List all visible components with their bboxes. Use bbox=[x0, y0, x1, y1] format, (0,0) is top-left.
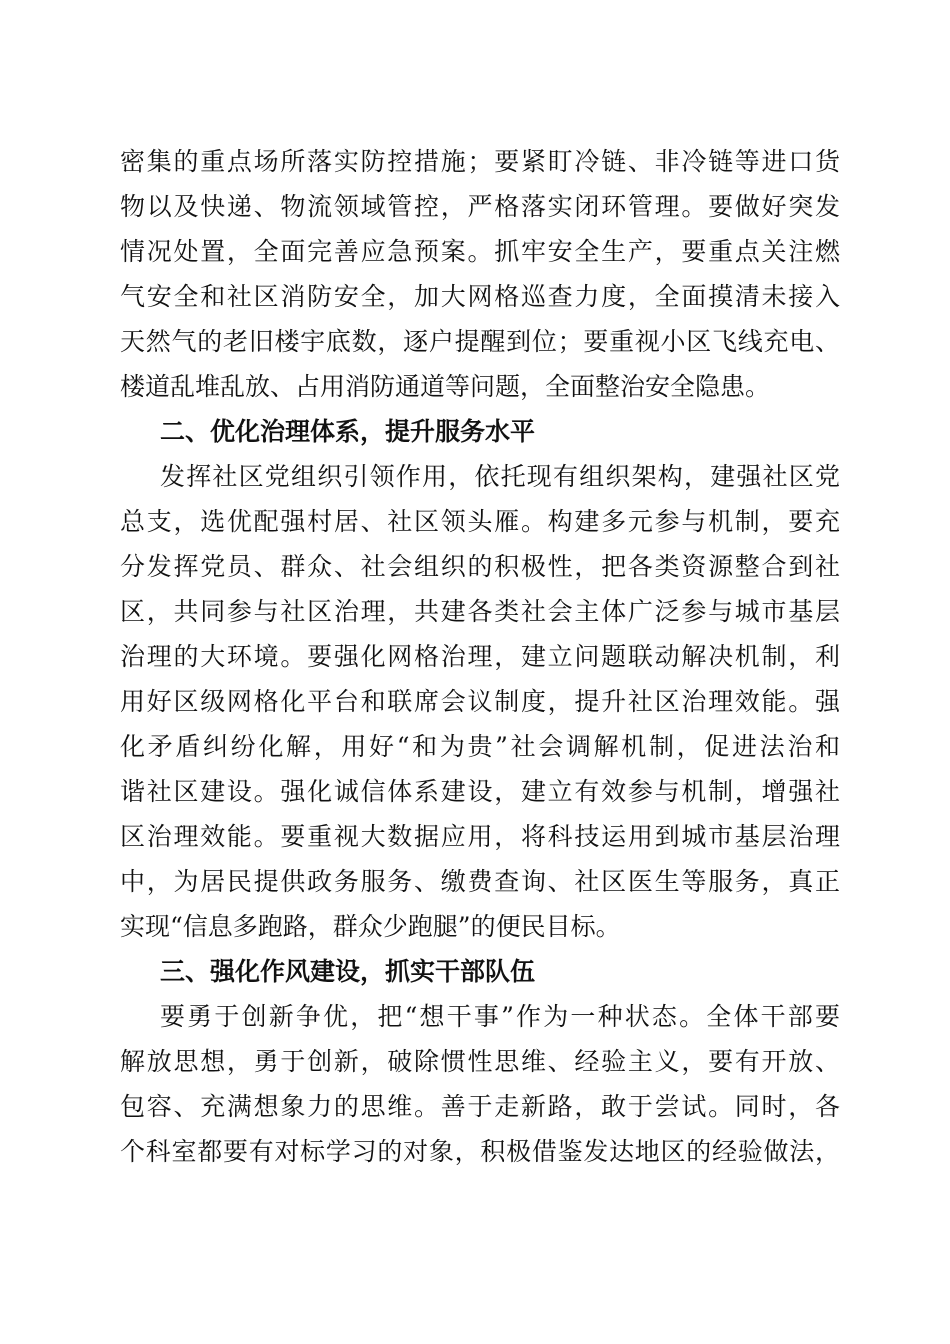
body-text-line: 物以及快递、物流领域管控，严格落实闭环管理。要做好突发 bbox=[120, 192, 840, 221]
body-text-line: 区，共同参与社区治理，共建各类社会主体广泛参与城市基层 bbox=[120, 597, 840, 626]
body-text-line: 天然气的老旧楼宇底数，逐户提醒到位；要重视小区飞线充电、 bbox=[120, 327, 840, 356]
body-text-line: 个科室都要有对标学习的对象，积极借鉴发达地区的经验做法， bbox=[120, 1137, 840, 1166]
body-text-line: 用好区级网格化平台和联席会议制度，提升社区治理效能。强 bbox=[120, 687, 840, 716]
body-text-line: 包容、充满想象力的思维。善于走新路，敢于尝试。同时，各 bbox=[120, 1092, 840, 1121]
paragraph-first-line: 要勇于创新争优，把“想干事”作为一种状态。全体干部要 bbox=[160, 1002, 840, 1031]
section-heading-2: 二、优化治理体系，提升服务水平 bbox=[160, 417, 536, 446]
body-text-line: 气安全和社区消防安全，加大网格巡查力度，全面摸清未接入 bbox=[120, 282, 840, 311]
body-text-line: 情况处置，全面完善应急预案。抓牢安全生产，要重点关注燃 bbox=[120, 237, 840, 266]
body-text-line: 总支，选优配强村居、社区领头雁。构建多元参与机制，要充 bbox=[120, 507, 840, 536]
body-text-line: 实现“信息多跑路，群众少跑腿”的便民目标。 bbox=[120, 912, 621, 941]
body-text-line: 治理的大环境。要强化网格治理，建立问题联动解决机制，利 bbox=[120, 642, 840, 671]
body-text-line: 楼道乱堆乱放、占用消防通道等问题，全面整治安全隐患。 bbox=[120, 372, 771, 401]
section-heading-3: 三、强化作风建设，抓实干部队伍 bbox=[160, 957, 536, 986]
body-text-line: 密集的重点场所落实防控措施；要紧盯冷链、非冷链等进口货 bbox=[120, 147, 840, 176]
body-text-line: 分发挥党员、群众、社会组织的积极性，把各类资源整合到社 bbox=[120, 552, 840, 581]
paragraph-first-line: 发挥社区党组织引领作用，依托现有组织架构，建强社区党 bbox=[160, 462, 840, 491]
body-text-line: 化矛盾纠纷化解，用好“和为贵”社会调解机制，促进法治和 bbox=[120, 732, 840, 761]
body-text-line: 解放思想，勇于创新，破除惯性思维、经验主义，要有开放、 bbox=[120, 1047, 840, 1076]
body-text-line: 区治理效能。要重视大数据应用，将科技运用到城市基层治理 bbox=[120, 822, 840, 851]
body-text-line: 谐社区建设。强化诚信体系建设，建立有效参与机制，增强社 bbox=[120, 777, 840, 806]
body-text-line: 中，为居民提供政务服务、缴费查询、社区医生等服务，真正 bbox=[120, 867, 840, 896]
